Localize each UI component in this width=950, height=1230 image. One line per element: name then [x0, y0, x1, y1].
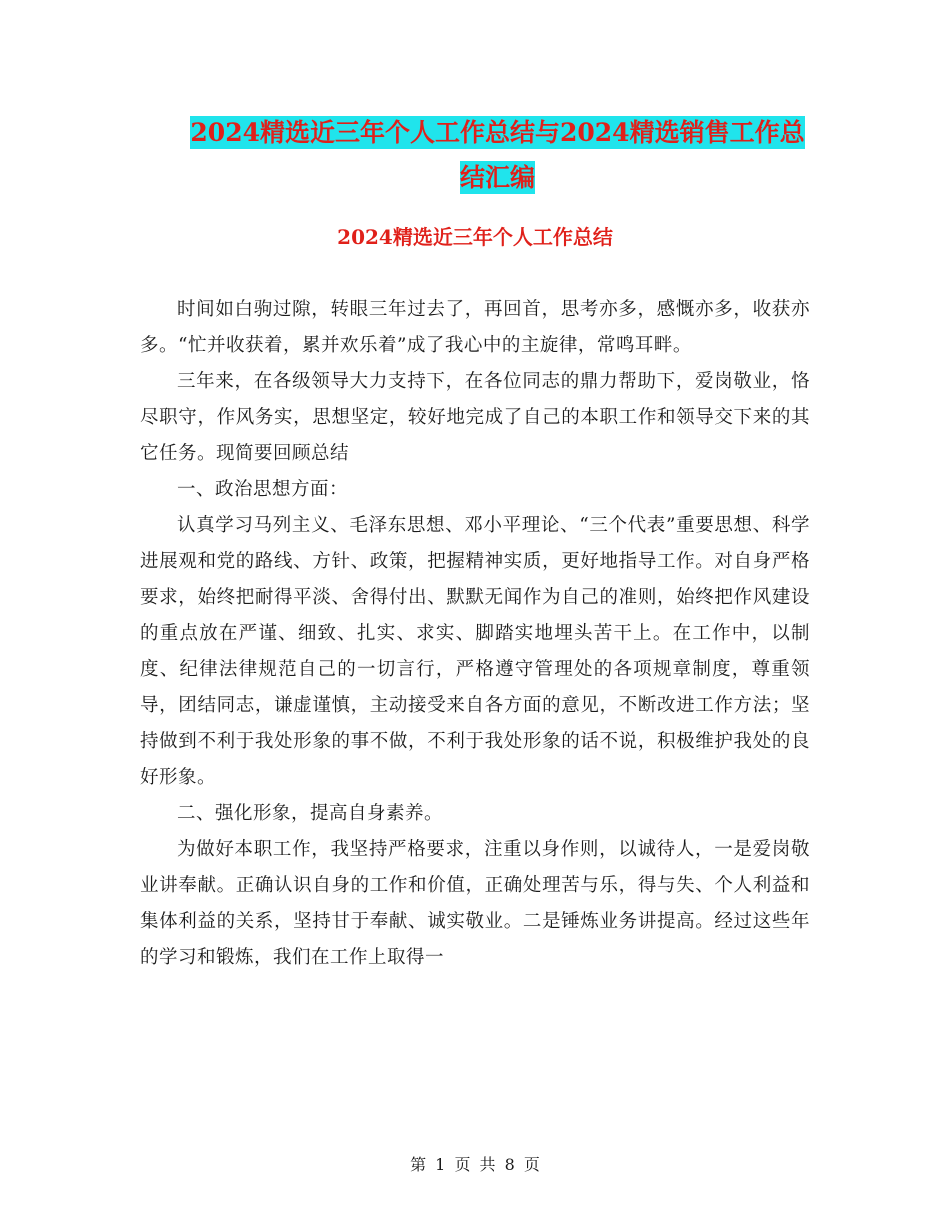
- document-title: [140, 110, 855, 200]
- section-title: 2024精选近三年个人工作总结: [337, 225, 613, 249]
- paragraph: 时间如白驹过隙，转眼三年过去了，再回首，思考亦多，感慨亦多，收获亦多。“忙并收获着，累并欢乐着”成了我心中的主旋律，常鸣耳畔。: [140, 299, 810, 356]
- page-footer: 第 1 页 共 8 页: [410, 1155, 540, 1174]
- body-text: [140, 292, 810, 976]
- document-title-line2: 结汇编: [459, 163, 535, 192]
- paragraph: 三年来，在各级领导大力支持下，在各位同志的鼎力帮助下，爱岗敬业，恪尽职守，作风务实，思想坚定，较好地完成了自己的本职工作和领导交下来的其它任务。现简要回顾总结: [140, 371, 810, 464]
- paragraph: 认真学习马列主义、毛泽东思想、邓小平理论、“三个代表”重要思想、科学进展观和党的路线、方针、政策，把握精神实质，更好地指导工作。对自身严格要求，始终把耐得平淡、舍得付出、默默无闻作为自己的准则，始终把作风建设的重点放在严谨、细致、扎实、求实、脚踏实地埋头苦干上。在工作中，以制度、纪律法律规范自己的一切言行，严格遵守管理处的各项规章制度，尊重领导，团结同志，谦虚谨慎，主动接受来自各方面的意见，不断改进工作方法；坚持做到不利于我处形象的事不做，不利于我处形象的话不说，积极维护我处的良好形象。: [140, 515, 810, 788]
- paragraph: 一、政治思想方面：: [177, 479, 349, 500]
- document-title-line1: 2024精选近三年个人工作总结与2024精选销售工作总: [190, 118, 805, 147]
- paragraph: 二、强化形象，提高自身素养。: [177, 803, 444, 824]
- paragraph: 为做好本职工作，我坚持严格要求，注重以身作则，以诚待人，一是爱岗敬业讲奉献。正确认识自身的工作和价值，正确处理苦与乐，得与失、个人利益和集体利益的关系，坚持甘于奉献、诚实敬业。二是锤炼业务讲提高。经过这些年的学习和锻炼，我们在工作上取得一: [140, 839, 810, 968]
